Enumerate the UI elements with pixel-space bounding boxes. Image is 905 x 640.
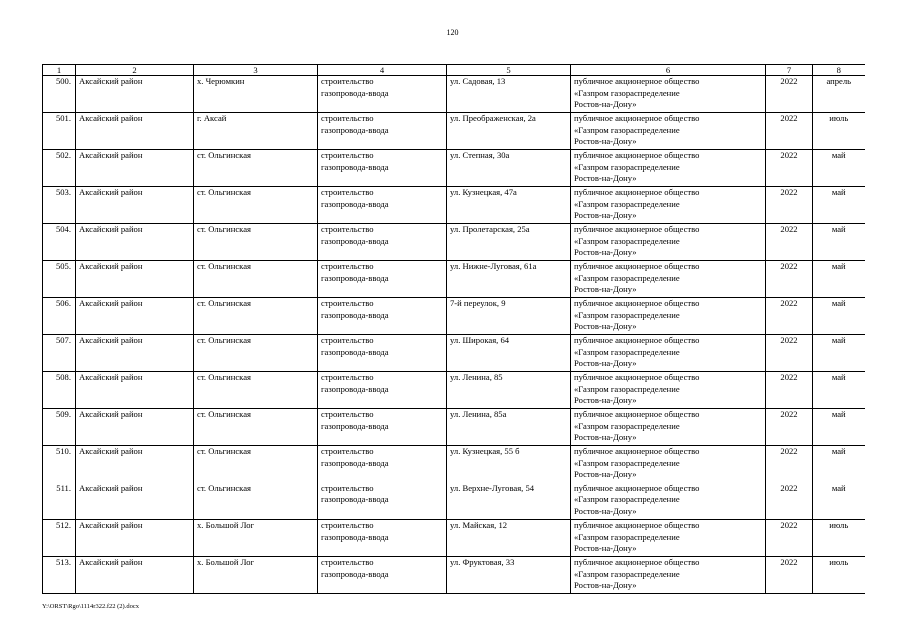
- address-cell: 7-й переулок, 9: [447, 298, 571, 335]
- address-cell: ул. Пролетарская, 25а: [447, 224, 571, 261]
- column-header: 3: [194, 65, 318, 76]
- year-cell: 2022: [766, 409, 813, 446]
- organization-line: Ростов-на-Дону»: [574, 358, 637, 368]
- organization-line: «Газпром газораспределение: [574, 309, 680, 320]
- work-type-line: газопровода-ввода: [321, 161, 389, 172]
- work-type-cell: [318, 150, 447, 187]
- district-cell: Аксайский район: [76, 483, 194, 520]
- row-number: 509.: [43, 409, 76, 446]
- address-cell: ул. Ленина, 85а: [447, 409, 571, 446]
- month-cell: май: [813, 483, 865, 520]
- address-cell: ул. Верхне-Луговая, 54: [447, 483, 571, 520]
- settlement-cell: ст. Ольгинская: [194, 150, 318, 187]
- organization-line: публичное акционерное общество: [574, 482, 700, 493]
- month-cell: май: [813, 372, 865, 409]
- address-cell: ул. Степная, 30а: [447, 150, 571, 187]
- row-number: 513.: [43, 557, 76, 594]
- work-type-line: строительство: [321, 446, 374, 456]
- table-row: [43, 187, 865, 224]
- work-type-cell: [318, 224, 447, 261]
- row-number: 504.: [43, 224, 76, 261]
- work-type-line: строительство: [321, 261, 374, 271]
- organization-line: «Газпром газораспределение: [574, 383, 680, 394]
- organization-line: «Газпром газораспределение: [574, 457, 680, 468]
- table-row: [43, 150, 865, 187]
- page-number: 120: [446, 28, 459, 37]
- work-type-line: газопровода-ввода: [321, 235, 389, 246]
- column-header: 8: [813, 65, 865, 76]
- settlement-cell: ст. Ольгинская: [194, 409, 318, 446]
- organization-line: Ростов-на-Дону»: [574, 284, 637, 294]
- work-type-cell: [318, 557, 447, 594]
- organization-line: Ростов-на-Дону»: [574, 321, 637, 331]
- year-cell: 2022: [766, 520, 813, 557]
- address-cell: ул. Кузнецкая, 47а: [447, 187, 571, 224]
- district-cell: Аксайский район: [76, 261, 194, 298]
- column-header: 1: [43, 65, 76, 76]
- address-cell: ул. Ленина, 85: [447, 372, 571, 409]
- address-cell: ул. Майская, 12: [447, 520, 571, 557]
- year-cell: 2022: [766, 446, 813, 483]
- table-row: [43, 76, 865, 113]
- organization-line: «Газпром газораспределение: [574, 494, 680, 504]
- month-cell: май: [813, 224, 865, 261]
- work-type-line: газопровода-ввода: [321, 198, 389, 209]
- row-number: 505.: [43, 261, 76, 298]
- settlement-cell: ст. Ольгинская: [194, 335, 318, 372]
- organization-line: «Газпром газораспределение: [574, 124, 680, 135]
- row-number: 508.: [43, 372, 76, 409]
- row-number: 502.: [43, 150, 76, 187]
- organization-cell: [571, 187, 766, 224]
- table-row: [43, 520, 865, 557]
- column-header: 5: [447, 65, 571, 76]
- work-type-cell: [318, 113, 447, 150]
- work-type-line: газопровода-ввода: [321, 346, 389, 357]
- column-header: 2: [76, 65, 194, 76]
- month-cell: май: [813, 298, 865, 335]
- row-number: 503.: [43, 187, 76, 224]
- district-cell: Аксайский район: [76, 335, 194, 372]
- row-number: 506.: [43, 298, 76, 335]
- organization-cell: [571, 483, 766, 520]
- organization-line: Ростов-на-Дону»: [574, 505, 637, 516]
- settlement-cell: ст. Ольгинская: [194, 261, 318, 298]
- organization-line: «Газпром газораспределение: [574, 161, 680, 172]
- district-cell: Аксайский район: [76, 372, 194, 409]
- settlement-cell: ст. Ольгинская: [194, 372, 318, 409]
- organization-line: «Газпром газораспределение: [574, 420, 680, 431]
- month-cell: апрель: [813, 76, 865, 113]
- district-cell: Аксайский район: [76, 409, 194, 446]
- work-type-line: строительство: [321, 520, 374, 530]
- organization-cell: [571, 298, 766, 335]
- work-type-line: строительство: [321, 409, 374, 419]
- table-row: [43, 483, 865, 520]
- table-row: [43, 224, 865, 261]
- organization-line: Ростов-на-Дону»: [574, 247, 637, 257]
- table-row: [43, 372, 865, 409]
- organization-line: публичное акционерное общество: [574, 335, 700, 345]
- settlement-cell: х. Черюмкин: [194, 76, 318, 113]
- district-cell: Аксайский район: [76, 557, 194, 594]
- month-cell: май: [813, 446, 865, 483]
- organization-line: Ростов-на-Дону»: [574, 395, 637, 405]
- table-row: [43, 446, 865, 483]
- organization-cell: [571, 76, 766, 113]
- year-cell: 2022: [766, 335, 813, 372]
- work-type-line: газопровода-ввода: [321, 457, 389, 468]
- organization-cell: [571, 372, 766, 409]
- work-type-line: газопровода-ввода: [321, 124, 389, 135]
- organization-line: Ростов-на-Дону»: [574, 432, 637, 442]
- organization-line: Ростов-на-Дону»: [574, 543, 637, 553]
- row-number: 512.: [43, 520, 76, 557]
- year-cell: 2022: [766, 483, 813, 520]
- settlement-cell: ст. Ольгинская: [194, 187, 318, 224]
- work-type-cell: [318, 446, 447, 483]
- organization-line: «Газпром газораспределение: [574, 531, 680, 542]
- organization-line: «Газпром газораспределение: [574, 568, 680, 579]
- table-row: [43, 557, 865, 594]
- work-type-cell: [318, 335, 447, 372]
- district-cell: Аксайский район: [76, 446, 194, 483]
- work-type-line: газопровода-ввода: [321, 494, 389, 504]
- row-number: 500.: [43, 76, 76, 113]
- table-row: [43, 409, 865, 446]
- settlement-cell: х. Большой Лог: [194, 520, 318, 557]
- organization-line: Ростов-на-Дону»: [574, 580, 637, 590]
- month-cell: май: [813, 150, 865, 187]
- organization-line: «Газпром газораспределение: [574, 272, 680, 283]
- work-type-line: газопровода-ввода: [321, 87, 389, 98]
- year-cell: 2022: [766, 150, 813, 187]
- work-type-line: газопровода-ввода: [321, 272, 389, 283]
- address-cell: ул. Преображенская, 2а: [447, 113, 571, 150]
- work-type-cell: [318, 298, 447, 335]
- column-header: 7: [766, 65, 813, 76]
- settlement-cell: ст. Ольгинская: [194, 224, 318, 261]
- work-type-line: газопровода-ввода: [321, 531, 389, 542]
- district-cell: Аксайский район: [76, 113, 194, 150]
- work-type-line: строительство: [321, 298, 374, 308]
- organization-line: публичное акционерное общество: [574, 520, 700, 530]
- organization-cell: [571, 520, 766, 557]
- organization-line: Ростов-на-Дону»: [574, 469, 637, 479]
- table-row: [43, 261, 865, 298]
- work-type-cell: [318, 261, 447, 298]
- organization-line: публичное акционерное общество: [574, 150, 700, 160]
- work-type-line: газопровода-ввода: [321, 309, 389, 320]
- district-cell: Аксайский район: [76, 76, 194, 113]
- work-type-cell: [318, 76, 447, 113]
- month-cell: июль: [813, 520, 865, 557]
- organization-cell: [571, 150, 766, 187]
- work-type-line: строительство: [321, 335, 374, 345]
- address-cell: ул. Фруктовая, 33: [447, 557, 571, 594]
- organization-line: публичное акционерное общество: [574, 557, 700, 567]
- year-cell: 2022: [766, 298, 813, 335]
- district-cell: Аксайский район: [76, 298, 194, 335]
- organization-line: публичное акционерное общество: [574, 224, 700, 234]
- district-cell: Аксайский район: [76, 187, 194, 224]
- settlement-cell: х. Большой Лог: [194, 557, 318, 594]
- organization-cell: [571, 224, 766, 261]
- column-header: 4: [318, 65, 447, 76]
- organization-line: «Газпром газораспределение: [574, 87, 680, 98]
- work-type-line: строительство: [321, 482, 374, 493]
- year-cell: 2022: [766, 187, 813, 224]
- row-number: 510.: [43, 446, 76, 483]
- organization-line: публичное акционерное общество: [574, 372, 700, 382]
- row-number: 501.: [43, 113, 76, 150]
- work-type-line: строительство: [321, 372, 374, 382]
- organization-line: публичное акционерное общество: [574, 187, 700, 197]
- work-type-cell: [318, 372, 447, 409]
- organization-line: «Газпром газораспределение: [574, 346, 680, 357]
- work-type-cell: [318, 483, 447, 520]
- column-number-header-row: [43, 65, 865, 76]
- file-path-footer: Y:\ORST\Rgo\1114r322.f22 (2).docx: [42, 603, 139, 610]
- organization-line: Ростов-на-Дону»: [574, 136, 637, 146]
- settlement-cell: г. Аксай: [194, 113, 318, 150]
- organization-cell: [571, 113, 766, 150]
- work-type-line: газопровода-ввода: [321, 568, 389, 579]
- month-cell: июль: [813, 557, 865, 594]
- organization-cell: [571, 335, 766, 372]
- organization-cell: [571, 409, 766, 446]
- organization-line: «Газпром газораспределение: [574, 235, 680, 246]
- table-row: [43, 298, 865, 335]
- work-type-line: строительство: [321, 150, 374, 160]
- organization-line: публичное акционерное общество: [574, 113, 700, 123]
- work-type-line: строительство: [321, 187, 374, 197]
- district-cell: Аксайский район: [76, 150, 194, 187]
- month-cell: май: [813, 335, 865, 372]
- month-cell: май: [813, 187, 865, 224]
- work-type-cell: [318, 187, 447, 224]
- organization-cell: [571, 446, 766, 483]
- work-type-line: газопровода-ввода: [321, 383, 389, 394]
- address-cell: ул. Садовая, 13: [447, 76, 571, 113]
- organization-line: публичное акционерное общество: [574, 409, 700, 419]
- month-cell: май: [813, 409, 865, 446]
- table-row: [43, 113, 865, 150]
- organization-line: Ростов-на-Дону»: [574, 99, 637, 109]
- work-type-line: газопровода-ввода: [321, 420, 389, 431]
- year-cell: 2022: [766, 261, 813, 298]
- organization-line: публичное акционерное общество: [574, 261, 700, 271]
- year-cell: 2022: [766, 224, 813, 261]
- year-cell: 2022: [766, 372, 813, 409]
- district-cell: Аксайский район: [76, 520, 194, 557]
- organization-line: Ростов-на-Дону»: [574, 210, 637, 220]
- table-row: [43, 335, 865, 372]
- work-type-line: строительство: [321, 113, 374, 123]
- address-cell: ул. Нижне-Луговая, 61а: [447, 261, 571, 298]
- year-cell: 2022: [766, 76, 813, 113]
- organization-cell: [571, 557, 766, 594]
- organization-line: публичное акционерное общество: [574, 76, 700, 86]
- row-number: 511.: [43, 483, 76, 520]
- organization-line: публичное акционерное общество: [574, 298, 700, 308]
- year-cell: 2022: [766, 113, 813, 150]
- month-cell: май: [813, 261, 865, 298]
- organization-line: публичное акционерное общество: [574, 446, 700, 456]
- district-cell: Аксайский район: [76, 224, 194, 261]
- work-type-cell: [318, 520, 447, 557]
- row-number: 507.: [43, 335, 76, 372]
- settlement-cell: ст. Ольгинская: [194, 298, 318, 335]
- settlement-cell: ст. Ольгинская: [194, 483, 318, 520]
- column-header: 6: [571, 65, 766, 76]
- work-type-line: строительство: [321, 224, 374, 234]
- year-cell: 2022: [766, 557, 813, 594]
- work-type-line: строительство: [321, 76, 374, 86]
- settlement-cell: ст. Ольгинская: [194, 446, 318, 483]
- address-cell: ул. Широкая, 64: [447, 335, 571, 372]
- month-cell: июль: [813, 113, 865, 150]
- organization-cell: [571, 261, 766, 298]
- work-type-cell: [318, 409, 447, 446]
- work-type-line: строительство: [321, 557, 374, 567]
- organization-line: Ростов-на-Дону»: [574, 173, 637, 183]
- address-cell: ул. Кузнецкая, 55 б: [447, 446, 571, 483]
- organization-line: «Газпром газораспределение: [574, 198, 680, 209]
- gas-pipeline-schedule-table: [42, 64, 865, 594]
